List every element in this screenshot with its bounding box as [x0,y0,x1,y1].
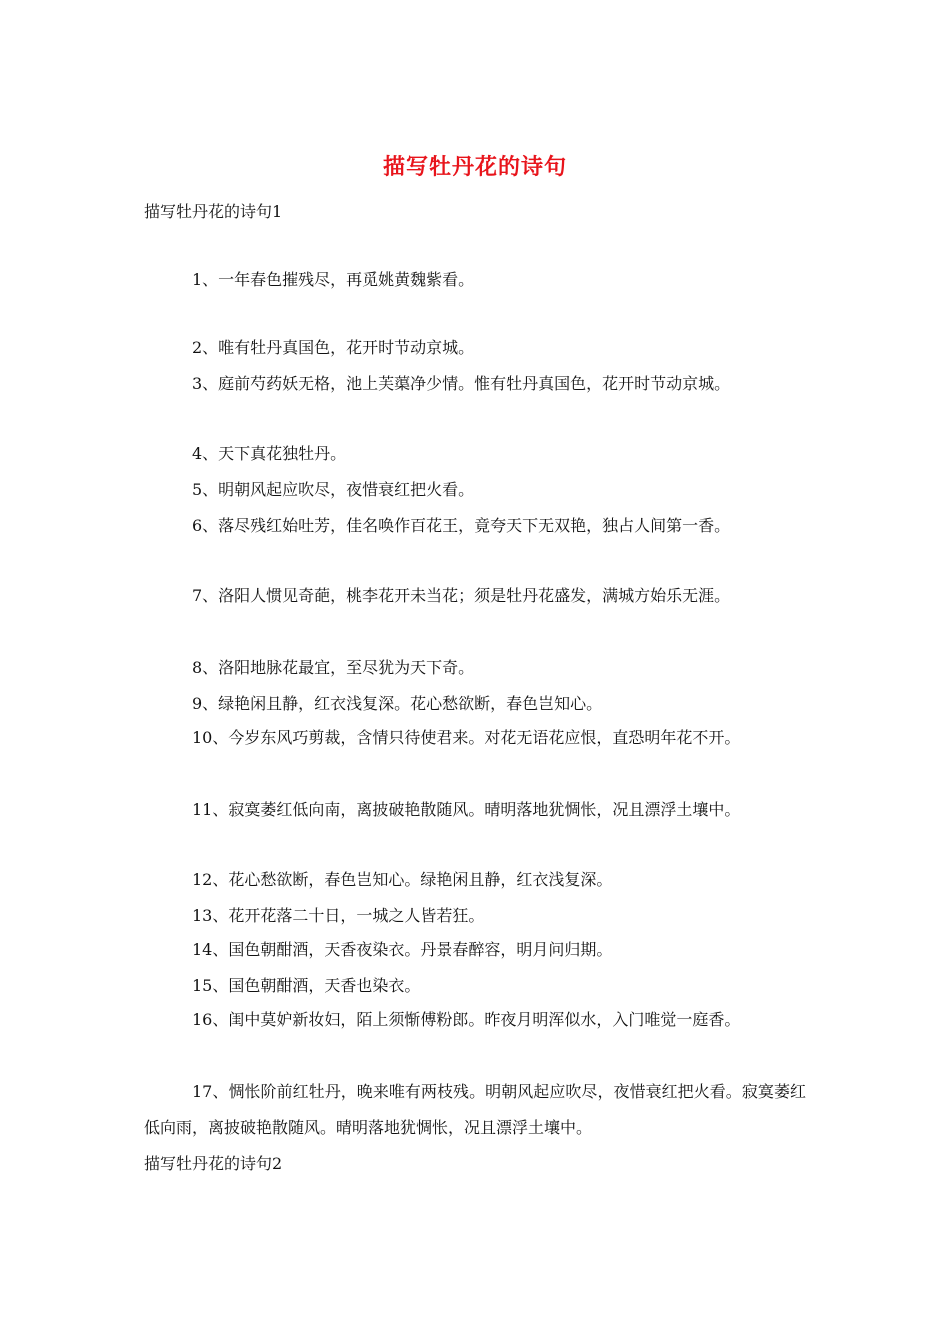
poem-line-12: 12、花心愁欲断，春色岂知心。绿艳闲且静，红衣浅复深。 [192,870,613,889]
page-title: 描写牡丹花的诗句 [382,154,567,180]
poem-line-17: 17、惆怅阶前红牡丹，晚来唯有两枝残。明朝风起应吹尽，夜惜衰红把火看。寂寞萎红低向雨，离披破艳散随风。晴明落地犹惆怅，况且漂浮土壤中。 [144,1082,806,1137]
poem-line-16: 16、闺中莫妒新妆妇，陌上须惭傅粉郎。昨夜月明浑似水，入门唯觉一庭香。 [192,1010,741,1029]
section-heading-1: 描写牡丹花的诗句1 [144,202,283,221]
poem-line-4: 4、天下真花独牡丹。 [192,444,347,463]
poem-line-11: 11、寂寞萎红低向南，离披破艳散随风。晴明落地犹惆怅，况且漂浮土壤中。 [192,800,741,819]
poem-line-6: 6、落尽残红始吐芳，佳名唤作百花王，竟夸天下无双艳，独占人间第一香。 [192,516,731,535]
poem-line-10: 10、今岁东风巧剪裁，含情只待使君来。对花无语花应恨，直恐明年花不开。 [192,728,741,747]
poem-line-1: 1、一年春色摧残尽，再觅姚黄魏紫看。 [192,270,475,289]
poem-line-13: 13、花开花落二十日，一城之人皆若狂。 [192,906,485,925]
section-heading-2: 描写牡丹花的诗句2 [144,1154,283,1173]
poem-line-3: 3、庭前芍药妖无格，池上芙蕖净少情。惟有牡丹真国色，花开时节动京城。 [192,374,731,393]
poem-line-7: 7、洛阳人惯见奇葩，桃李花开未当花；须是牡丹花盛发，满城方始乐无涯。 [192,586,731,605]
poem-line-5: 5、明朝风起应吹尽，夜惜衰红把火看。 [192,480,475,499]
poem-line-8: 8、洛阳地脉花最宜，至尽犹为天下奇。 [192,658,475,677]
poem-line-2: 2、唯有牡丹真国色，花开时节动京城。 [192,338,475,357]
poem-line-9: 9、绿艳闲且静，红衣浅复深。花心愁欲断，春色岂知心。 [192,694,603,713]
poem-line-14: 14、国色朝酣酒，天香夜染衣。丹景春醉容，明月问归期。 [192,940,613,959]
poem-line-15: 15、国色朝酣酒，天香也染衣。 [192,976,421,995]
